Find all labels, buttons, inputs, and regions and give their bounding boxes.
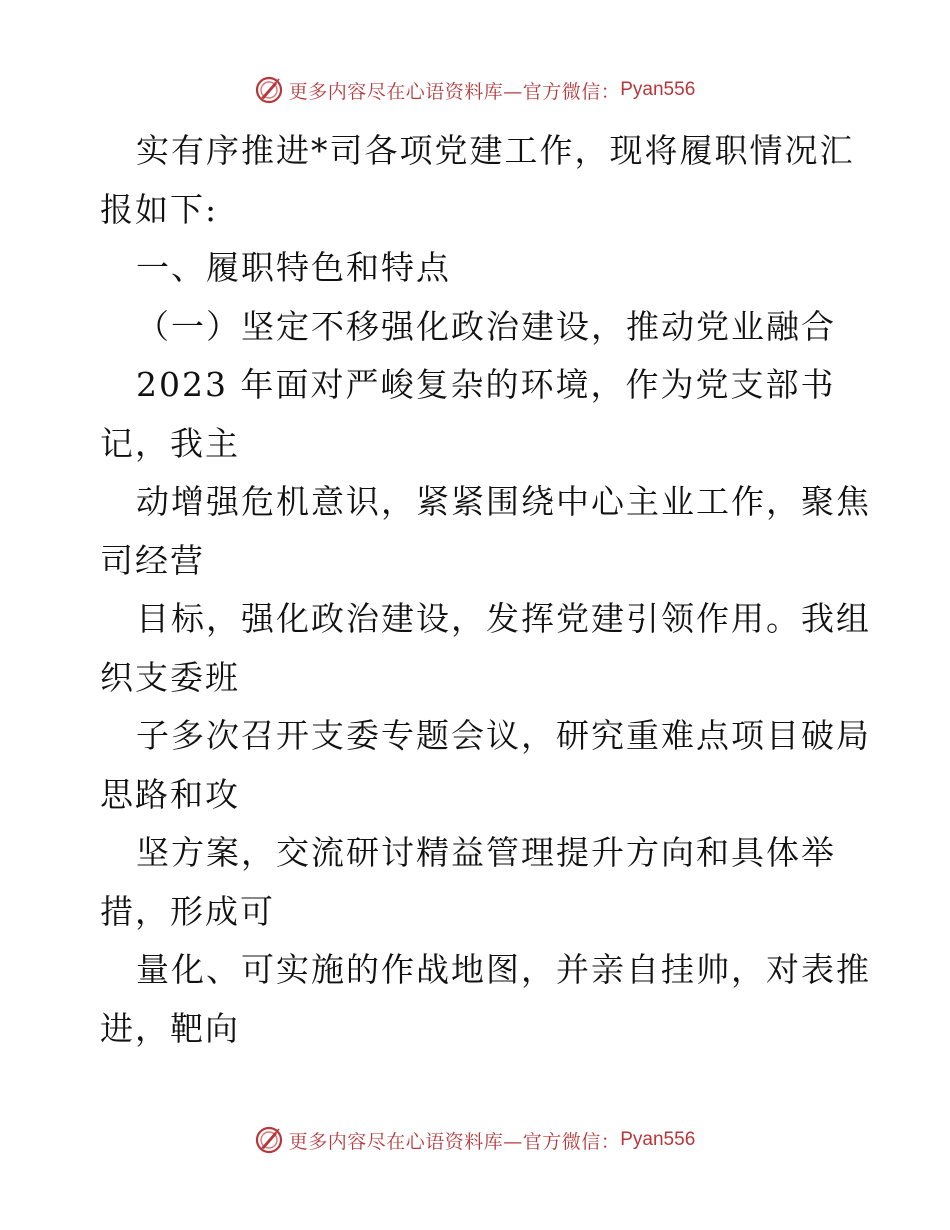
text-line: 司经营: [100, 540, 205, 580]
header-watermark-banner: [0, 72, 950, 108]
text-line: 量化、可实施的作战地图，并亲自挂帅，对表推: [136, 950, 871, 989]
text-line: 进，靶向: [100, 1008, 240, 1048]
text-line: 措，形成可: [100, 891, 275, 931]
watermark-text: 更多内容尽在心语资料库—官方微信：: [288, 80, 621, 103]
text-line: 实有序推进*司各项党建工作，现将履职情况汇: [136, 131, 855, 170]
text-line: 子多次召开支委专题会议，研究重难点项目破局: [136, 716, 871, 755]
text-line: 织支委班: [100, 657, 240, 697]
watermark-wechat-id: Pyan556: [620, 1129, 696, 1150]
text-line: 报如下:: [100, 189, 219, 229]
footer-watermark-banner: [0, 1122, 950, 1158]
document-body: [100, 122, 871, 1058]
subsection-heading: （一）坚定不移强化政治建设，推动党业融合: [136, 306, 836, 346]
text-line: 目标，强化政治建设，发挥党建引领作用。我组: [136, 599, 871, 638]
text-line: 思路和攻: [100, 774, 240, 814]
text-line: 坚方案，交流研讨精益管理提升方向和具体举: [136, 833, 836, 872]
text-line: 2023 年面对严峻复杂的环境，作为党支部书: [136, 365, 836, 404]
quill-pen-logo-icon: [255, 76, 283, 104]
section-heading: 一、履职特色和特点: [136, 248, 451, 287]
text-line: 动增强危机意识，紧紧围绕中心主业工作，聚焦: [136, 482, 871, 521]
watermark-text: 更多内容尽在心语资料库—官方微信：: [288, 1130, 621, 1153]
text-line: 记，我主: [100, 423, 240, 463]
watermark-wechat-id: Pyan556: [620, 79, 696, 100]
quill-pen-logo-icon: [255, 1126, 283, 1154]
